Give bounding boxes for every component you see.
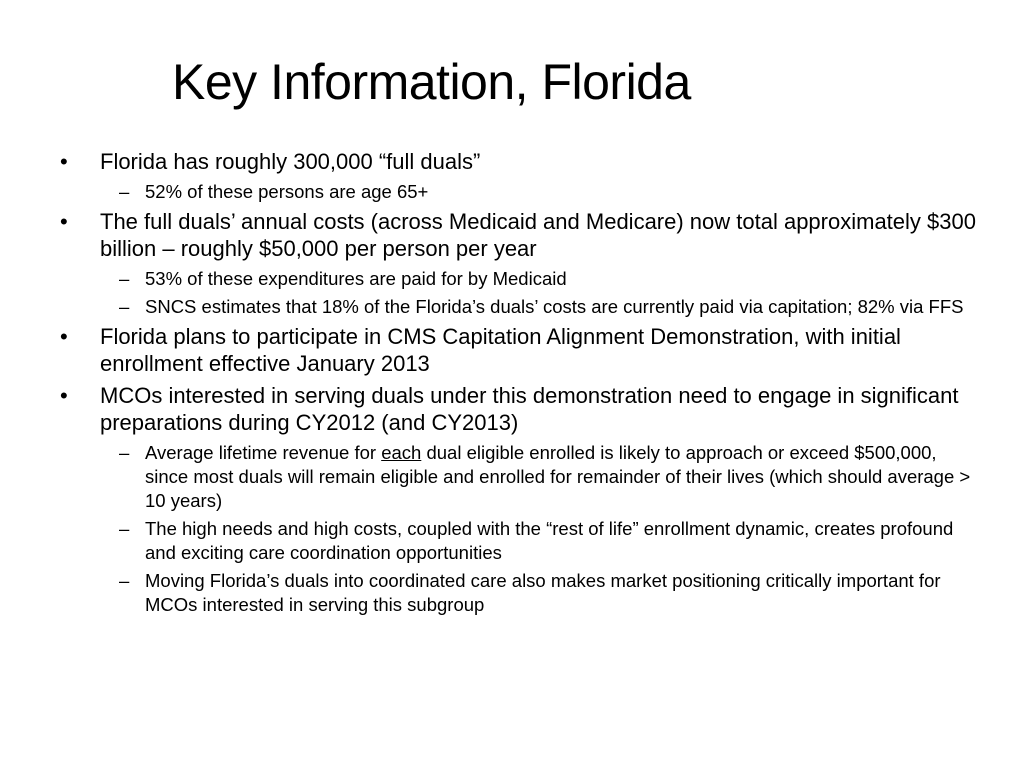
sub-bullet-marker: – bbox=[119, 181, 130, 202]
bullet-text: The full duals’ annual costs (across Medicaid and Medicare) now total approximately $300 billion – roughly $50,000 per person per year bbox=[100, 209, 976, 261]
sub-bullet-item bbox=[56, 180, 976, 204]
bullet-marker: • bbox=[60, 209, 68, 234]
bullet-item bbox=[56, 323, 976, 377]
sub-bullet-marker: – bbox=[119, 268, 130, 289]
bullet-text: Florida has roughly 300,000 “full duals” bbox=[100, 149, 481, 174]
bullet-marker: • bbox=[60, 149, 68, 174]
sub-bullet-text-pre: Average lifetime revenue for bbox=[145, 442, 382, 463]
sub-bullet-item bbox=[56, 569, 976, 617]
slide-title: Key Information, Florida bbox=[172, 54, 691, 110]
sub-bullet-text: SNCS estimates that 18% of the Florida’s duals’ costs are currently paid via capitation; 82% via FFS bbox=[145, 296, 964, 317]
sub-bullet-text bbox=[145, 442, 970, 511]
sub-bullet-item bbox=[56, 267, 976, 291]
sub-bullet-marker: – bbox=[119, 296, 130, 317]
bullet-item bbox=[56, 382, 976, 436]
bullet-text: Florida plans to participate in CMS Capitation Alignment Demonstration, with initial enrollment effective January 2013 bbox=[100, 324, 901, 376]
sub-bullet-text-post: dual eligible enrolled is likely to approach or exceed $500,000, since most duals will remain eligible and enrolled for remainder of their lives (which should average > 10 years) bbox=[145, 442, 971, 511]
sub-bullet-marker: – bbox=[119, 518, 130, 539]
sub-bullet-item bbox=[56, 441, 976, 513]
sub-bullet-text: 52% of these persons are age 65+ bbox=[145, 181, 429, 202]
bullet-text: MCOs interested in serving duals under this demonstration need to engage in significant preparations during CY2012 (and CY2013) bbox=[100, 383, 959, 435]
bullet-marker: • bbox=[60, 383, 68, 408]
sub-bullet-text: 53% of these expenditures are paid for by Medicaid bbox=[145, 268, 567, 289]
sub-bullet-marker: – bbox=[119, 570, 130, 591]
bullet-item bbox=[56, 148, 976, 175]
sub-bullet-text: Moving Florida’s duals into coordinated care also makes market positioning critically important for MCOs interested in serving this subgroup bbox=[145, 570, 941, 615]
bullet-item bbox=[56, 208, 976, 262]
sub-bullet-item bbox=[56, 295, 976, 319]
slide-content bbox=[56, 148, 976, 621]
emphasis-underline: each bbox=[381, 442, 422, 463]
bullet-marker: • bbox=[60, 324, 68, 349]
sub-bullet-marker: – bbox=[119, 442, 130, 463]
sub-bullet-text: The high needs and high costs, coupled with the “rest of life” enrollment dynamic, creates profound and exciting care coordination opportunities bbox=[145, 518, 954, 563]
sub-bullet-item bbox=[56, 517, 976, 565]
